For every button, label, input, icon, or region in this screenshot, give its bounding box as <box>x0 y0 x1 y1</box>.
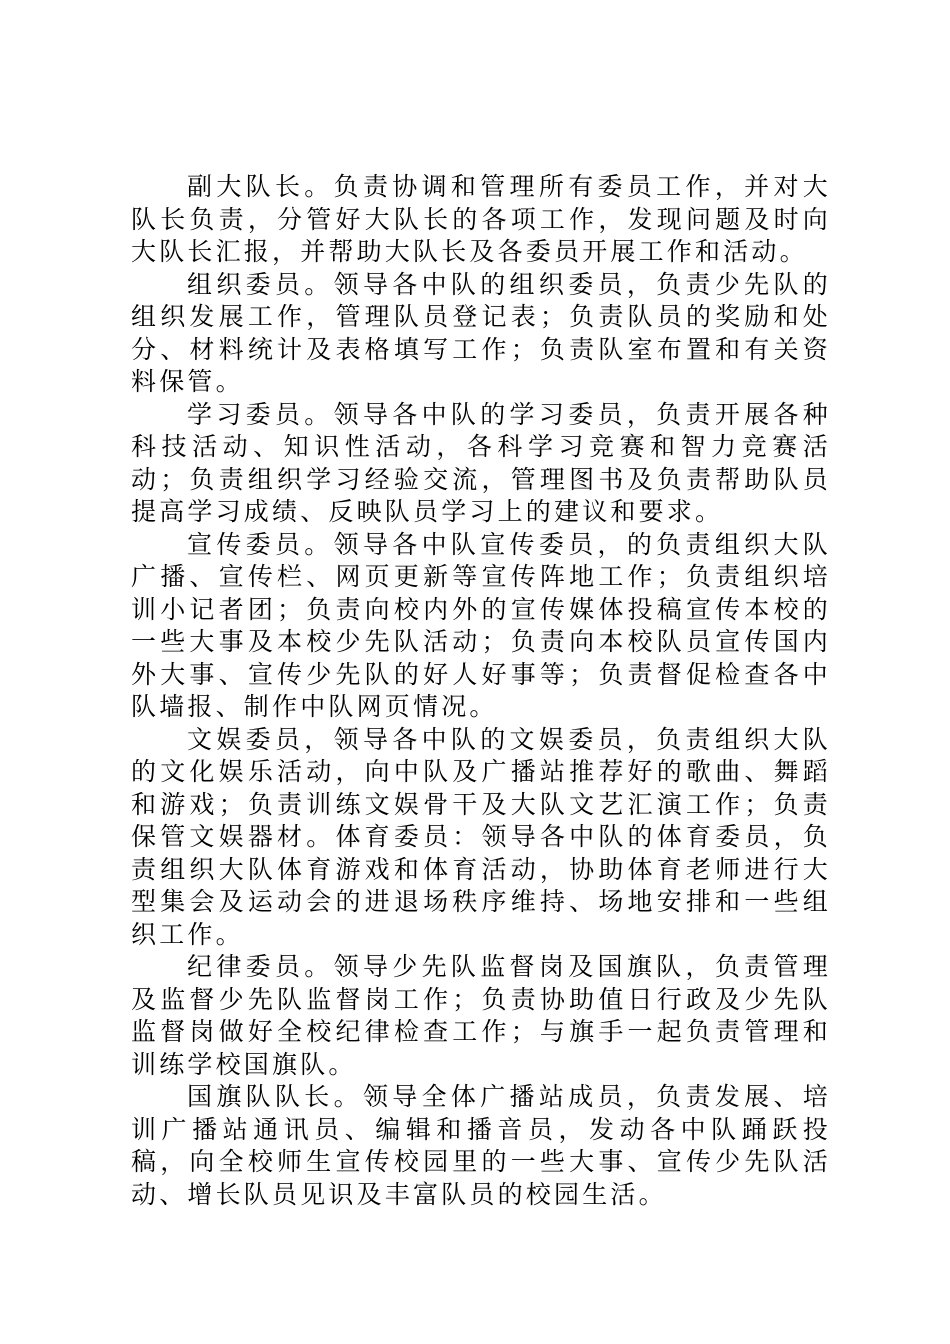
paragraph-organization-committee: 组织委员。领导各中队的组织委员，负责少先队的组织发展工作，管理队员登记表；负责队员的奖励和处分、材料统计及表格填写工作；负责队室布置和有关资料保管。 <box>131 269 831 396</box>
paragraph-vice-captain: 副大队长。负责协调和管理所有委员工作，并对大队长负责，分管好大队长的各项工作，发现问题及时向大队长汇报，并帮助大队长及各委员开展工作和活动。 <box>131 172 831 266</box>
paragraph-entertainment-committee: 文娱委员，领导各中队的文娱委员，负责组织大队的文化娱乐活动，向中队及广播站推荐好的歌曲、舞蹈和游戏；负责训练文娱骨干及大队文艺汇演工作；负责保管文娱器材。体育委员：领导各中队的体育委员，负责组织大队体育游戏和体育活动，协助体育老师进行大型集会及运动会的进退场秩序维持、场地安排和一些组织工作。 <box>131 724 831 949</box>
paragraph-publicity-committee: 宣传委员。领导各中队宣传委员，的负责组织大队广播、宣传栏、网页更新等宣传阵地工作；负责组织培训小记者团；负责向校内外的宣传媒体投稿宣传本校的一些大事及本校少先队活动；负责向本校队员宣传国内外大事、宣传少先队的好人好事等；负责督促检查各中队墙报、制作中队网页情况。 <box>131 529 831 721</box>
paragraph-discipline-committee: 纪律委员。领导少先队监督岗及国旗队，负责管理及监督少先队监督岗工作；负责协助值日行政及少先队监督岗做好全校纪律检查工作；与旗手一起负责管理和训练学校国旗队。 <box>131 952 831 1079</box>
document-body <box>131 171 831 1211</box>
paragraph-flag-team-captain: 国旗队队长。领导全体广播站成员，负责发展、培训广播站通讯员、编辑和播音员，发动各中队踊跃投稿，向全校师生宣传校园里的一些大事、宣传少先队活动、增长队员见识及丰富队员的校园生活。 <box>131 1082 831 1209</box>
paragraph-study-committee: 学习委员。领导各中队的学习委员，负责开展各种科技活动、知识性活动，各科学习竞赛和智力竞赛活动；负责组织学习经验交流，管理图书及负责帮助队员提高学习成绩、反映队员学习上的建议和要求。 <box>131 399 831 526</box>
